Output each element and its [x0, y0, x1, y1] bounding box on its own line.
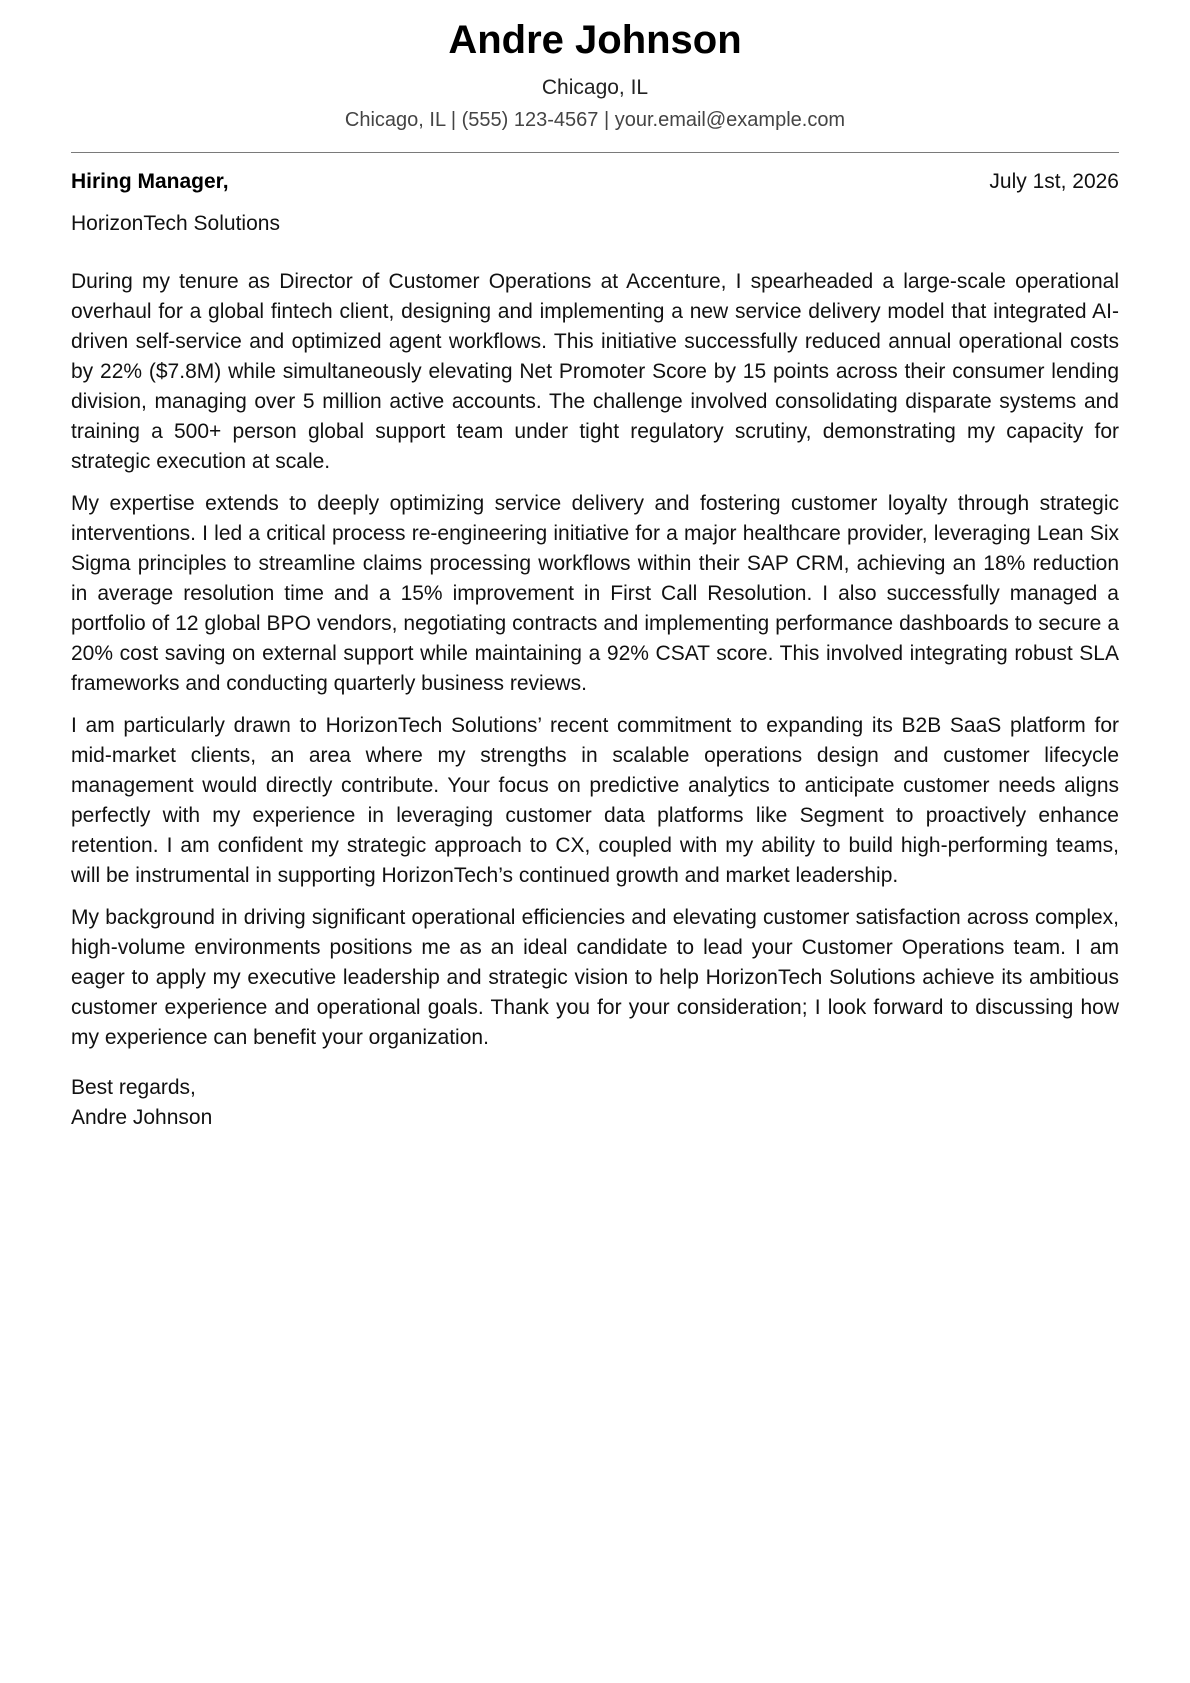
- contact-line: Chicago, IL | (555) 123-4567 | your.email@example.com: [344, 109, 846, 131]
- applicant-location: Chicago, IL: [541, 76, 649, 99]
- signature-name: Andre Johnson: [71, 1106, 213, 1129]
- body-paragraph: My background in driving significant operational efficiencies and elevating customer satisfaction across complex, high-volume environments positions me as an ideal candidate to lead your Customer Operations team. I am eager to apply my executive leadership and strategic vision to help HorizonTech Solutions achieve its ambitious customer experience and operational goals. Thank you for your consideration; I look forward to discussing how my experience can benefit your organization.: [71, 906, 1119, 1049]
- recipient-date-row: [71, 167, 1119, 197]
- recipient-company: HorizonTech Solutions: [71, 212, 280, 235]
- header-divider: [71, 152, 1119, 153]
- body-paragraph: My expertise extends to deeply optimizing service delivery and fostering customer loyalty through strategic interventions. I led a critical process re-engineering initiative for a major healthcare provider, leveraging Lean Six Sigma principles to streamline claims processing workflows within their SAP CRM, achieving an 18% reduction in average resolution time and a 15% improvement in First Call Resolution. I also successfully managed a portfolio of 12 global BPO vendors, negotiating contracts and implementing performance dashboards to secure a 20% cost saving on external support while maintaining a 92% CSAT score. This involved integrating robust SLA frameworks and conducting quarterly business reviews.: [71, 492, 1119, 695]
- letter-header: [71, 0, 1119, 134]
- body-paragraph: I am particularly drawn to HorizonTech Solutions’ recent commitment to expanding its B2B SaaS platform for mid-market clients, an area where my strengths in scalable operations design and customer lifecycle management would directly contribute. Your focus on predictive analytics to anticipate customer needs aligns perfectly with my experience in leveraging customer data platforms like Segment to proactively enhance retention. I am confident my strategic approach to CX, coupled with my ability to build high-performing teams, will be instrumental in supporting HorizonTech’s continued growth and market leadership.: [71, 714, 1119, 887]
- closing-phrase: Best regards,: [71, 1076, 196, 1099]
- body-paragraph: During my tenure as Director of Customer Operations at Accenture, I spearheaded a large-scale operational overhaul for a global fintech client, designing and implementing a new service delivery model that integrated AI-driven self-service and optimized agent workflows. This initiative successfully reduced annual operational costs by 22% ($7.8M) while simultaneously elevating Net Promoter Score by 15 points across their consumer lending division, managing over 5 million active accounts. The challenge involved consolidating disparate systems and training a 500+ person global support team under tight regulatory scrutiny, demonstrating my capacity for strategic execution at scale.: [71, 270, 1119, 473]
- letter-body: [71, 267, 1119, 1053]
- recipient-salutation: Hiring Manager,: [71, 170, 229, 193]
- letter-date: July 1st, 2026: [989, 170, 1119, 193]
- applicant-name: Andre Johnson: [448, 18, 742, 62]
- letter-closing: [71, 1073, 1119, 1133]
